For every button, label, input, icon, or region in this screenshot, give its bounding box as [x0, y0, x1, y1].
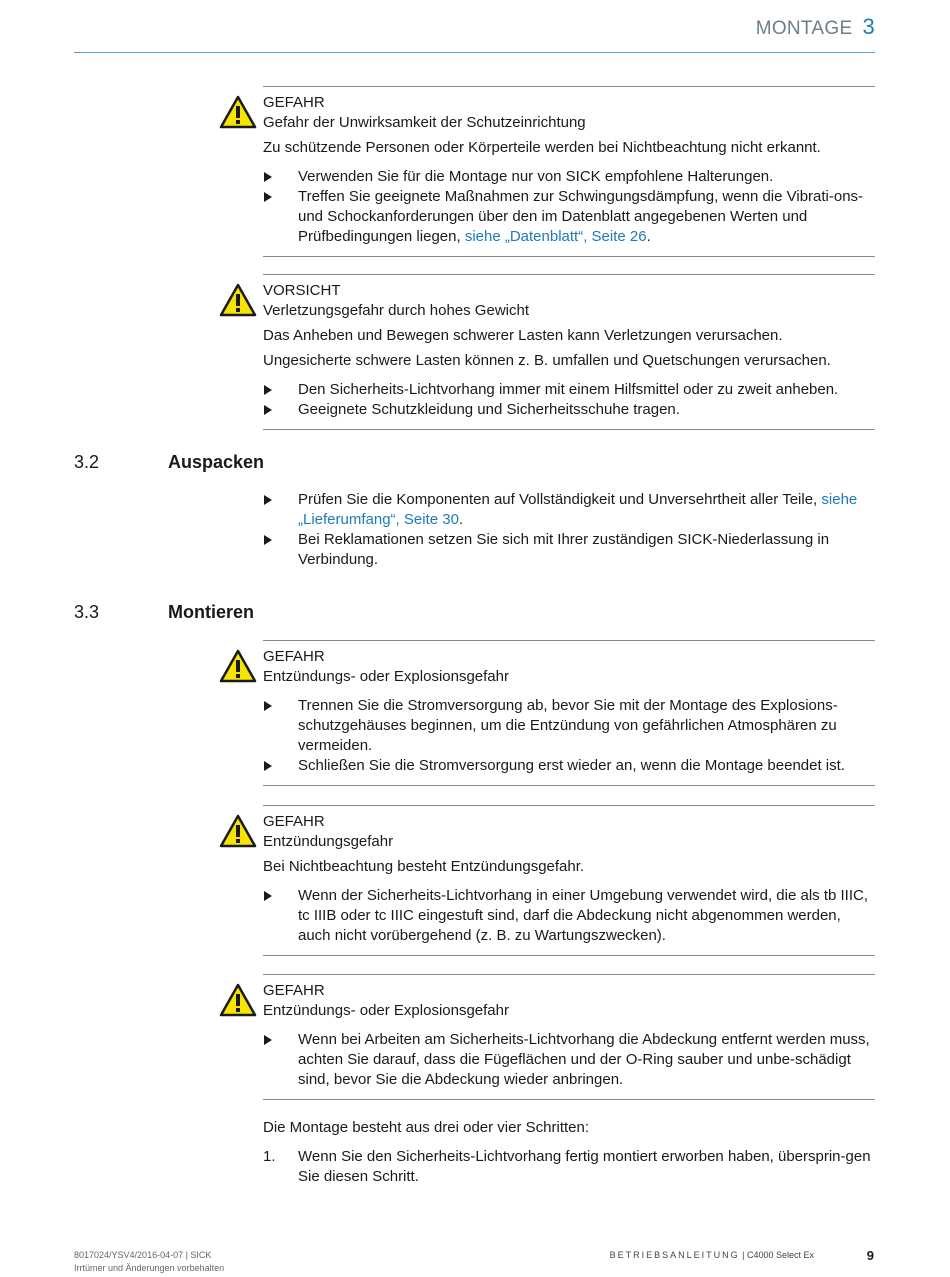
assembly-steps [263, 1118, 875, 1187]
notice-subtitle: Entzündungs- oder Explosionsgefahr [263, 1002, 509, 1019]
instruction-list [263, 167, 875, 247]
list-item: Wenn bei Arbeiten am Sicherheits-Lichtvorhang die Abdeckung entfernt werden muss, achten Sie darauf, dass die Fügeflächen und der O-Ring sauber und unbe-schädigt sind, bevor Sie die Abdeckung wieder anbringen. [263, 1030, 875, 1090]
list-item-text: Prüfen Sie die Komponenten auf Vollständigkeit und Unversehrtheit aller Teile, [298, 491, 822, 508]
notice-subtitle: Entzündungsgefahr [263, 833, 394, 850]
warning-icon [219, 814, 257, 848]
warning-icon [219, 95, 257, 129]
signal-word: VORSICHT [263, 282, 341, 299]
chapter-title: MONTAGE [755, 18, 853, 39]
disclaimer: Irrtümer und Änderungen vorbehalten [74, 1263, 225, 1273]
scope-of-delivery-link[interactable]: siehe „Lieferumfang“, Seite 30 [298, 491, 858, 528]
footer-document-info [74, 1249, 224, 1275]
notice-text: Ungesicherte schwere Lasten können z. B. umfallen und Quetschungen verursachen. [263, 352, 831, 369]
warning-icon [219, 649, 257, 683]
steps-list [263, 1147, 875, 1187]
signal-word: GEFAHR [263, 648, 325, 665]
list-item-end: . [458, 511, 464, 528]
steps-intro: Die Montage besteht aus drei oder vier Schritten: [263, 1119, 590, 1136]
step-text: Wenn Sie den Sicherheits-Lichtvorhang fertig montiert erworben haben, übersprin-gen Sie diesen Schritt. [298, 1148, 871, 1185]
section-title: Auspacken [168, 452, 265, 472]
step-number: 1. [263, 1148, 276, 1165]
warning-icon [219, 983, 257, 1017]
chapter-header [756, 14, 875, 40]
signal-word: GEFAHR [263, 94, 325, 111]
notice-subtitle: Entzündungs- oder Explosionsgefahr [263, 668, 509, 685]
section-number: 3.3 [74, 602, 100, 622]
instruction-list [263, 490, 875, 570]
section-number: 3.2 [74, 452, 100, 472]
danger-notice [263, 974, 875, 1100]
section-body [263, 481, 875, 570]
list-item: Geeignete Schutzkleidung und Sicherheitsschuhe tragen. [263, 400, 875, 420]
list-item [263, 187, 875, 247]
list-item: Wenn der Sicherheits-Lichtvorhang in einer Umgebung verwendet wird, die als tb IIIC, tc IIIB oder tc IIIC eingestuft sind, darf die Abdeckung nicht abgenommen werden, auch nicht vorübergehend (z. B. zu Wartungszwecken). [263, 886, 875, 946]
list-item [263, 490, 875, 530]
notice-text: Das Anheben und Bewegen schwerer Lasten kann Verletzungen verursachen. [263, 327, 783, 344]
signal-word: GEFAHR [263, 982, 325, 999]
list-item: Trennen Sie die Stromversorgung ab, bevor Sie mit der Montage des Explosions-schutzgehäuses beginnen, um die Entzündung von gefährlichen Atmosphären zu vermeiden. [263, 696, 875, 756]
warning-icon [219, 283, 257, 317]
list-item: Den Sicherheits-Lichtvorhang immer mit einem Hilfsmittel oder zu zweit anheben. [263, 380, 875, 400]
danger-notice [263, 640, 875, 786]
notice-subtitle: Verletzungsgefahr durch hohes Gewicht [263, 302, 529, 319]
datasheet-link[interactable]: siehe „Datenblatt“, Seite 26 [464, 228, 647, 245]
section-heading [74, 602, 254, 623]
document-code: 8017024/YSV4/2016-04-07 | SICK [74, 1250, 212, 1260]
signal-word: GEFAHR [263, 813, 325, 830]
header-divider [74, 52, 875, 53]
caution-notice [263, 274, 875, 430]
list-item: Schließen Sie die Stromversorgung erst wieder an, wenn die Montage beendet ist. [263, 756, 875, 776]
danger-notice [263, 86, 875, 257]
list-item-end: . [646, 228, 651, 245]
section-title: Montieren [168, 602, 255, 622]
list-item: Verwenden Sie für die Montage nur von SICK empfohlene Halterungen. [263, 167, 875, 187]
instruction-list [263, 696, 875, 776]
footer-manual-title [610, 1250, 814, 1260]
instruction-list [263, 886, 875, 946]
chapter-number: 3 [862, 14, 875, 39]
notice-text: Bei Nichtbeachtung besteht Entzündungsgefahr. [263, 858, 585, 875]
instruction-list [263, 380, 875, 420]
product-name: | C4000 Select Ex [739, 1250, 814, 1260]
notice-subtitle: Gefahr der Unwirksamkeit der Schutzeinrichtung [263, 114, 586, 131]
step-item [263, 1147, 875, 1187]
list-item-text: Treffen Sie geeignete Maßnahmen zur Schwingungsdämpfung, wenn die Vibrati-ons- und Schockanforderungen über den im Datenblatt angegebenen Werten und Prüfbedingungen liegen, [298, 188, 864, 245]
list-item: Bei Reklamationen setzen Sie sich mit Ihrer zuständigen SICK-Niederlassung in Verbindung. [263, 530, 875, 570]
instruction-list [263, 1030, 875, 1090]
manual-type: BETRIEBSANLEITUNG [609, 1250, 740, 1260]
section-heading [74, 452, 264, 473]
danger-notice [263, 805, 875, 956]
notice-text: Zu schützende Personen oder Körperteile werden bei Nichtbeachtung nicht erkannt. [263, 139, 821, 156]
page-number: 9 [866, 1248, 874, 1263]
